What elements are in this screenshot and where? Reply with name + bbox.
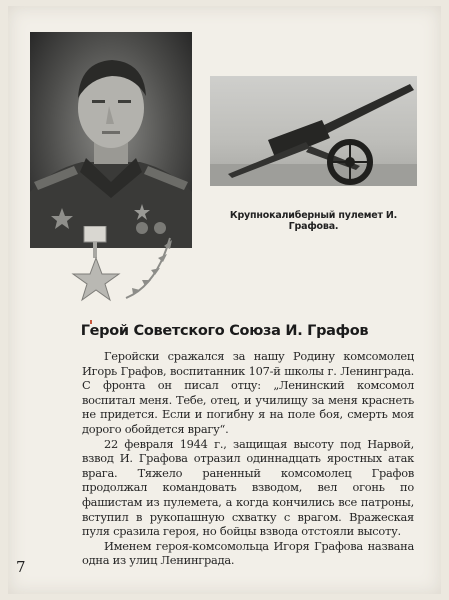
paragraph-3: Именем героя-комсомольца Игоря Графова названа одна из улиц Ленинграда. (82, 538, 414, 568)
paragraph-2: 22 февраля 1944 г., защищая высоту под Нарвой, взвод И. Графова отразил одиннадцать яростных атак врага. Тяжело раненный комсомолец Графов продолжал командовать взводом, вел огонь по фашистам из пулемета, а когда кончились все патроны, вступил в рукопашную схватку с врагом. Вражеская пуля сразила героя, но бойцы взвода отстояли высоту. (82, 436, 414, 539)
machine-gun-photo (210, 76, 417, 186)
page-number: 7 (16, 558, 26, 576)
machine-gun-figure (210, 76, 417, 186)
photo-caption: Крупнокалиберный пулемет И. Графова. (229, 210, 398, 232)
article-title: Герой Советского Союза И. Графов (80, 323, 369, 339)
hero-star-medal-icon (66, 226, 178, 310)
portrait-photo (30, 32, 192, 248)
portrait-figure (30, 32, 192, 248)
paragraph-1: Геройски сражался за нашу Родину комсомолец Игорь Графов, воспитанник 107-й школы г. Ленинграда. С фронта он писал отцу: „Ленинский комсомол воспитал меня. Тебе, отец, и училищу за меня краснеть не придется. Если и погибну я на поле боя, смерть моя дорого обойдется врагу“. (82, 349, 414, 436)
article-body (82, 349, 414, 568)
